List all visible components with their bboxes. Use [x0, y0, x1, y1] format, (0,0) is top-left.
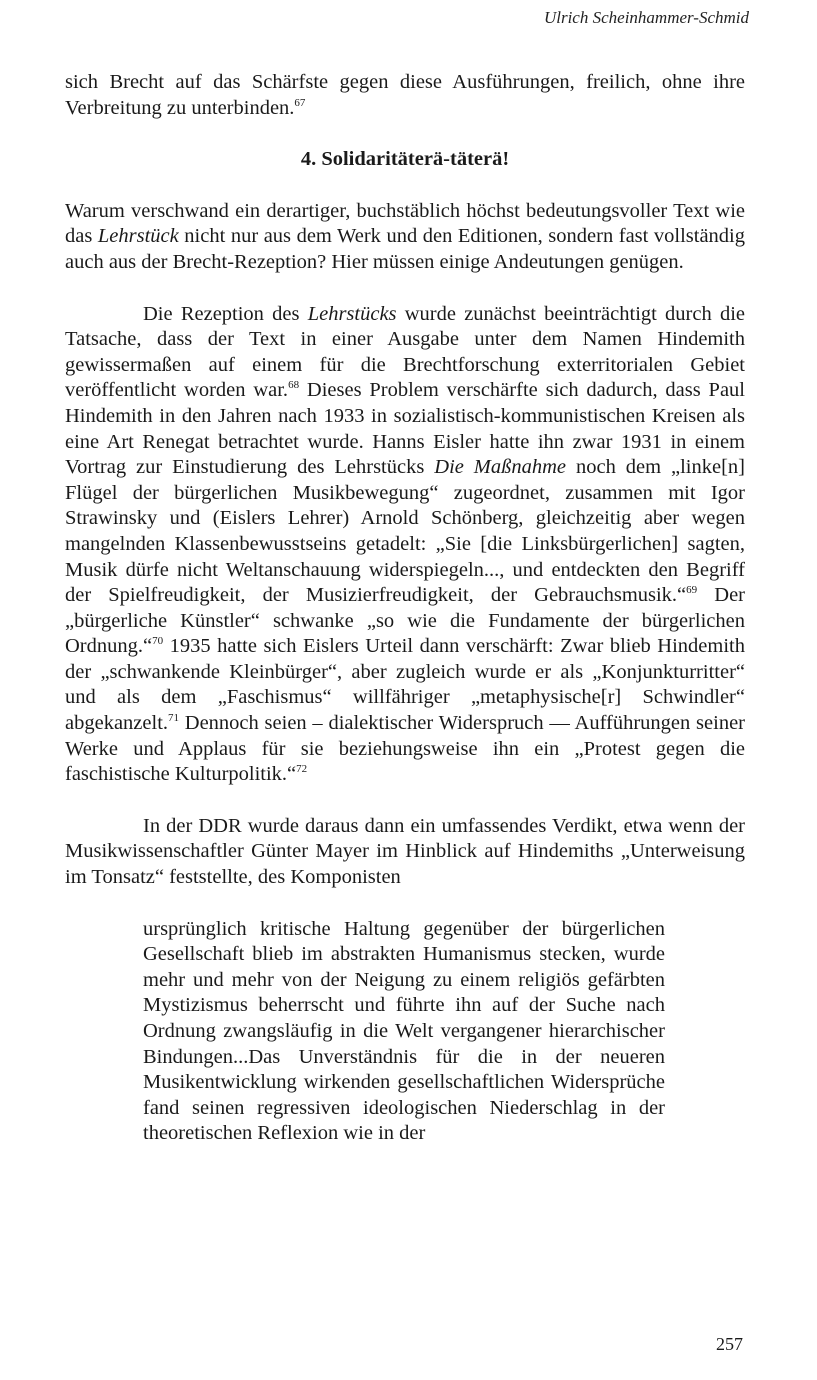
footnote-ref-72: 72 — [296, 763, 308, 776]
paragraph-text: Dennoch seien – dialektischer Widerspruch — Aufführungen seiner Werke und Applaus für sie beziehungsweise ihn ein „Protest gegen die faschistische Kulturpolitik.“ — [65, 712, 745, 786]
page-number: 257 — [716, 1334, 743, 1354]
section-heading: 4. Solidaritäterä-täterä! — [300, 148, 510, 171]
paragraph-text: Dieses Problem verschärfte sich dadurch, dass Paul Hindemith in den Jahren nach 1933 in sozialistisch-kommunistischen Kreisen als eine Art Renegat betrachtet wurde. Hanns Eisler hatte ihn zwar 1931 in einem Vortrag zur Einstudierung des Lehrstücks — [65, 379, 745, 479]
footnote-ref-71: 71 — [168, 712, 180, 725]
paragraph-2 — [65, 199, 745, 276]
italic-title: Lehrstücks — [307, 302, 397, 325]
running-header-author: Ulrich Scheinhammer-Schmid — [543, 8, 749, 27]
paragraph-3 — [65, 302, 745, 788]
paragraph-text: 1935 hatte sich Eislers Urteil dann verschärft: Zwar blieb Hindemith der „schwankende Kleinbürger“, aber zugleich wurde er als „Konjunkturritter“ und als dem „Faschismus“ willfähriger „metaphysische[r] Schwindler“ abgekanzelt. — [65, 635, 745, 735]
block-quote: ursprünglich kritische Haltung gegenüber der bürgerlichen Gesellschaft blieb im abstrakten Humanismus stecken, wurde mehr und mehr von der Neigung zu einem religiös gefärbten Mystizismus beherrscht und führte ihn auf der Suche nach Ordnung zwangsläufig in die Welt vergangener hierarchischer Bindungen...Das Unverständnis für die in der neueren Musikentwicklung wirkenden gesellschaftlichen Widersprüche fand seinen regressiven ideologischen Niederschlag in der theoretischen Reflexion wie in der — [143, 917, 665, 1145]
paragraph-1 — [65, 70, 745, 121]
paragraph-text: noch dem „linke[n] Flügel der bürgerlichen Musikbewegung“ zugeordnet, zusammen mit Igor Strawinsky und (Eislers Lehrer) Arnold Schönberg, gleichzeitig aber wegen mangelnden Klassenbewusstseins getadelt: „Sie [die Linksbürgerlichen] sagten, Musik dürfe nicht Weltanschauung widerspiegeln..., und entdeckten den Begriff der Spielfreudigkeit, der Musizierfreudigkeit, der Gebrauchsmusik.“ — [65, 456, 745, 607]
paragraph-text: Warum verschwand ein derartiger, buchstäblich höchst bedeutungsvoller Text wie das — [65, 199, 745, 248]
italic-title: Lehrstück — [97, 225, 179, 248]
footnote-ref-68: 68 — [288, 379, 300, 392]
footnote-ref-67: 67 — [294, 96, 306, 109]
paragraph-text: nicht nur aus dem Werk und den Editionen, sondern fast vollständig auch aus der Brecht-Rezeption? Hier müssen einige Andeutungen genügen. — [65, 225, 745, 273]
italic-title: Die Maßnahme — [434, 456, 567, 479]
footnote-ref-70: 70 — [152, 635, 164, 648]
page-body — [65, 70, 745, 1147]
paragraph-text: Der „bürgerliche Künstler“ schwanke „so wie die Fundamente der bürgerlichen Ordnung.“ — [65, 584, 746, 658]
paragraph-text: Die Rezeption des — [143, 302, 308, 325]
footnote-ref-69: 69 — [686, 584, 698, 597]
paragraph-text: sich Brecht auf das Schärfste gegen diese Ausführungen, freilich, ohne ihre Verbreitung zu unterbinden. — [65, 71, 745, 119]
paragraph-text: wurde zunächst beeinträchtigt durch die Tatsache, dass der Text in einer Ausgabe unter dem Namen Hindemith gewissermaßen auf einem für die Brechtforschung exterritorialen Gebiet veröffentlicht worden war. — [65, 302, 745, 402]
paragraph-4: In der DDR wurde daraus dann ein umfassendes Verdikt, etwa wenn der Musikwissenschaftler Günter Mayer im Hinblick auf Hindemiths „Unterweisung im Tonsatz“ feststellte, des Komponisten — [65, 814, 745, 889]
